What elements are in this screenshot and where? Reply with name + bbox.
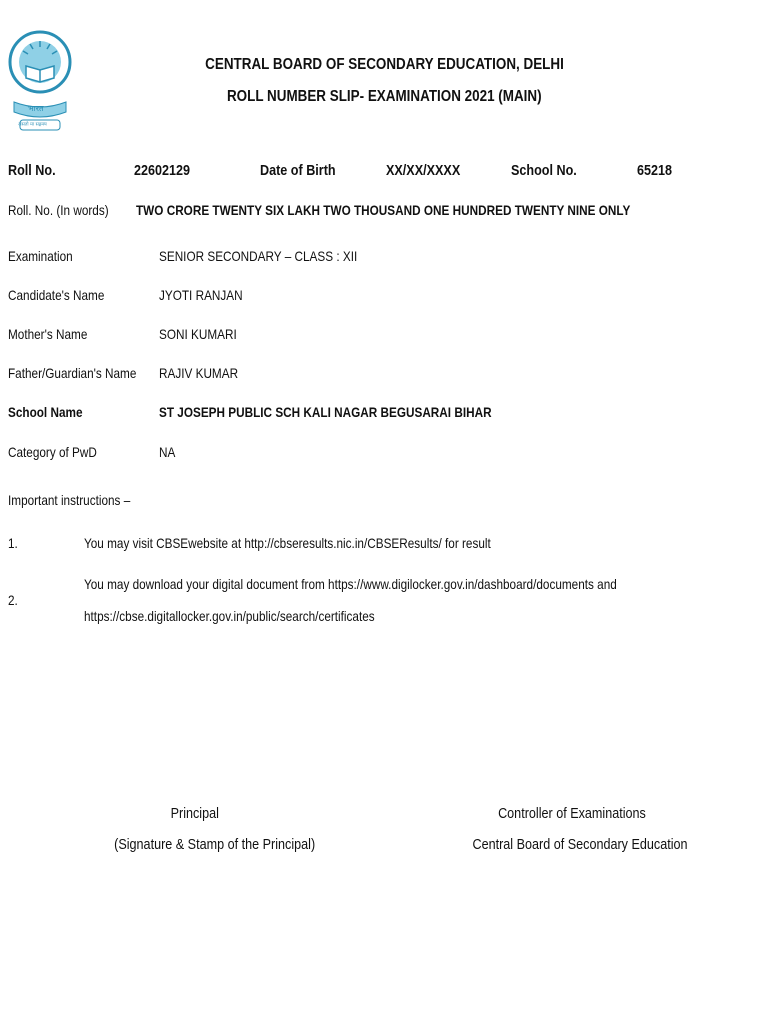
dob-label-cell (260, 162, 350, 180)
roll-words-label-cell (8, 202, 128, 220)
instruction-number: 2. (8, 592, 18, 608)
detail-label: Category of PwD (8, 444, 97, 460)
detail-label: Examination (8, 248, 73, 264)
roll-no-label-cell (8, 162, 65, 180)
instruction-1-number-cell (8, 535, 20, 553)
principal-title: Principal (170, 805, 220, 822)
controller-title-cell (472, 805, 672, 823)
detail-row-school (8, 404, 97, 422)
school-no-value-cell (637, 162, 679, 180)
instruction-2-line-1-cell (84, 576, 718, 594)
detail-value-pwd (159, 444, 178, 462)
logo-label: भारत (28, 104, 44, 113)
roll-words-label: Roll. No. (In words) (8, 202, 109, 218)
controller-subtitle: Central Board of Secondary Education (472, 836, 688, 853)
instruction-text: https://cbse.digitallocker.gov.in/public/search/certificates (84, 608, 375, 624)
roll-no-value-cell (134, 162, 201, 180)
instruction-text: You may visit CBSEwebsite at http://cbseresults.nic.in/CBSEResults/ for result (84, 535, 491, 551)
detail-value-father (159, 365, 253, 383)
document-subtitle-row (0, 88, 768, 106)
detail-value-mother (159, 326, 252, 344)
instruction-2-line-2-cell (84, 608, 430, 626)
instruction-text: You may download your digital document from https://www.digilocker.gov.in/dashboard/documents and (84, 576, 617, 592)
instruction-2-number-cell (8, 592, 20, 610)
document-title (0, 56, 768, 74)
dob-value-cell (386, 162, 474, 180)
cbse-logo (8, 14, 72, 138)
school-no-value: 65218 (637, 162, 673, 179)
detail-row-candidate (8, 287, 123, 305)
board-title: CENTRAL BOARD OF SECONDARY EDUCATION, DELHI (204, 56, 564, 73)
detail-row-examination (8, 248, 85, 266)
detail-label: Candidate's Name (8, 287, 105, 303)
instructions-heading-row (8, 492, 154, 510)
principal-subtitle: (Signature & Stamp of the Principal) (114, 836, 316, 853)
detail-row-pwd (8, 444, 114, 462)
roll-no-value: 22602129 (134, 162, 191, 179)
detail-label: Father/Guardian's Name (8, 365, 137, 381)
roll-words-value-cell (136, 202, 725, 220)
controller-title: Controller of Examinations (498, 805, 646, 822)
detail-value-examination (159, 248, 395, 266)
school-no-label: School No. (511, 162, 577, 179)
detail-label: School Name (8, 404, 83, 420)
principal-signature-sub-cell (95, 836, 316, 854)
roll-words-value: TWO CRORE TWENTY SIX LAKH TWO THOUSAND ONE HUNDRED TWENTY NINE ONLY (136, 202, 631, 218)
roll-no-label: Roll No. (8, 162, 56, 179)
detail-value-candidate (159, 287, 259, 305)
instruction-1-text-cell (84, 535, 568, 553)
detail-label: Mother's Name (8, 326, 88, 342)
controller-sub-cell (452, 836, 692, 854)
principal-signature-title-cell (95, 805, 295, 823)
detail-value: SONI KUMARI (159, 326, 237, 342)
detail-value-school (159, 404, 555, 422)
detail-row-mother (8, 326, 102, 344)
instructions-heading: Important instructions – (8, 492, 131, 508)
detail-value: SENIOR SECONDARY – CLASS : XII (159, 248, 358, 264)
detail-value: ST JOSEPH PUBLIC SCH KALI NAGAR BEGUSARAI BIHAR (159, 404, 492, 420)
slip-subtitle: ROLL NUMBER SLIP- EXAMINATION 2021 (MAIN) (226, 88, 542, 105)
dob-value: XX/XX/XXXX (386, 162, 461, 179)
detail-row-father (8, 365, 161, 383)
dob-label: Date of Birth (260, 162, 336, 179)
logo-motto: असतो मा सद्गमय (18, 121, 47, 128)
detail-value: RAJIV KUMAR (159, 365, 239, 381)
instruction-number: 1. (8, 535, 18, 551)
school-no-label-cell (511, 162, 589, 180)
detail-value: JYOTI RANJAN (159, 287, 243, 303)
detail-value: NA (159, 444, 176, 460)
